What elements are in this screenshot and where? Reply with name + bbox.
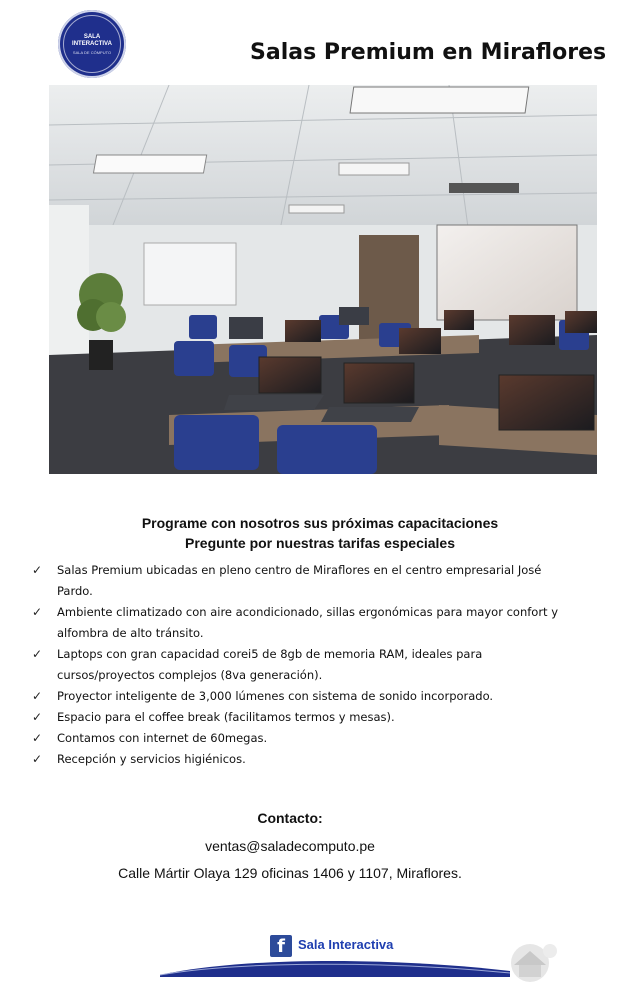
promo-line-2: Pregunte por nuestras tarifas especiales bbox=[185, 535, 455, 551]
feature-text: Laptops con gran capacidad corei5 de 8gb de memoria RAM, ideales para bbox=[57, 647, 483, 661]
check-icon: ✓ bbox=[32, 731, 43, 745]
facebook-page-name[interactable]: Sala Interactiva bbox=[298, 937, 394, 952]
check-icon: ✓ bbox=[32, 563, 43, 577]
logo-subtitle: SALA DE CÓMPUTO bbox=[72, 49, 112, 55]
feature-item-projector bbox=[30, 686, 620, 707]
feature-text: Ambiente climatizado con aire acondicionado, sillas ergonómicas para mayor confort y bbox=[57, 605, 559, 619]
logo-line-2: INTERACTIVA bbox=[72, 40, 112, 47]
contact-address: Calle Mártir Olaya 129 oficinas 1406 y 1107, Miraflores. bbox=[118, 865, 462, 881]
classroom-photo bbox=[49, 85, 597, 474]
check-icon: ✓ bbox=[32, 647, 43, 661]
feature-text: Pardo. bbox=[57, 584, 93, 598]
feature-text: alfombra de alto tránsito. bbox=[57, 626, 204, 640]
feature-item-laptops bbox=[30, 644, 620, 686]
feature-text: Espacio para el coffee break (facilitamos termos y mesas). bbox=[57, 710, 395, 724]
check-icon: ✓ bbox=[32, 752, 43, 766]
check-icon: ✓ bbox=[32, 605, 43, 619]
feature-item-climate bbox=[30, 602, 620, 644]
footer-wave-decoration bbox=[160, 951, 510, 977]
feature-text: Proyector inteligente de 3,000 lúmenes con sistema de sonido incorporado. bbox=[57, 689, 494, 703]
sala-interactiva-logo bbox=[58, 10, 126, 78]
contact-heading: Contacto: bbox=[257, 810, 323, 826]
feature-text: Salas Premium ubicadas en pleno centro de Miraflores en el centro empresarial José bbox=[57, 563, 542, 577]
feature-text: Recepción y servicios higiénicos. bbox=[57, 752, 246, 766]
feature-text: Contamos con internet de 60megas. bbox=[57, 731, 268, 745]
contact-email-link[interactable]: ventas@saladecomputo.pe bbox=[205, 838, 375, 854]
features-list bbox=[30, 560, 620, 770]
feature-item-reception bbox=[30, 749, 620, 770]
check-icon: ✓ bbox=[32, 689, 43, 703]
logo-line-1: SALA bbox=[83, 33, 101, 40]
feature-item-coffee-break bbox=[30, 707, 620, 728]
check-icon: ✓ bbox=[32, 710, 43, 724]
promo-line-1: Programe con nosotros sus próximas capacitaciones bbox=[141, 515, 499, 531]
footer-banner bbox=[0, 925, 640, 993]
feature-item-internet bbox=[30, 728, 620, 749]
facebook-icon[interactable]: f bbox=[270, 935, 292, 957]
house-icon bbox=[500, 939, 560, 983]
page-title: Salas Premium en Miraflores bbox=[250, 40, 607, 65]
feature-text: cursos/proyectos complejos (8va generación). bbox=[57, 668, 323, 682]
feature-item-location bbox=[30, 560, 620, 602]
